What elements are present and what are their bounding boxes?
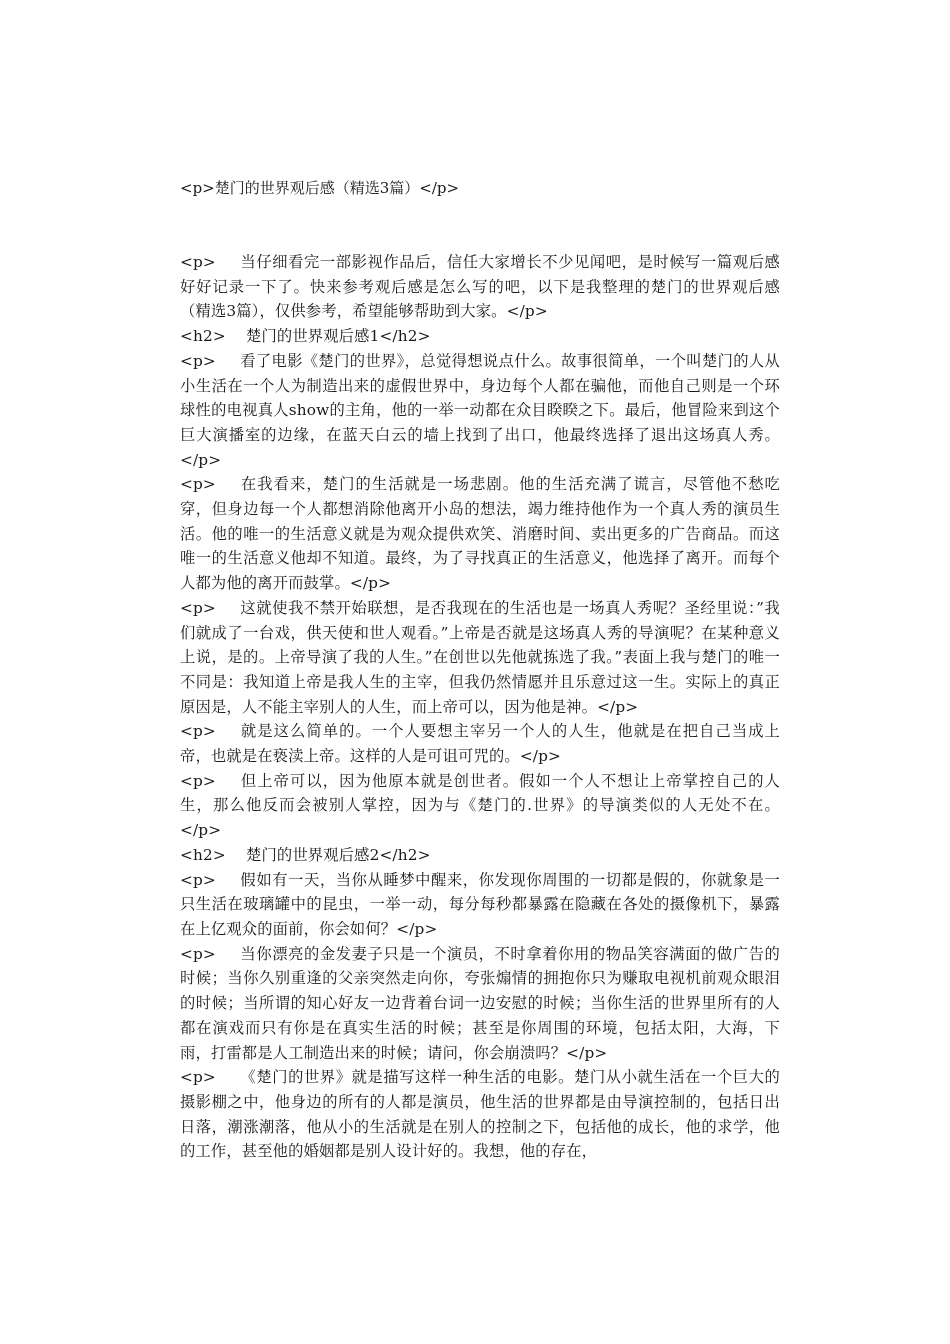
heading-text: 楚门的世界观后感2</h2>	[246, 845, 431, 864]
paragraph-text: 当你漂亮的金发妻子只是一个演员，不时拿着你用的物品笑容满面的做广告的时候；当你久别重逢的父亲突然走向你，夸张煽情的拥抱你只为赚取电视机前观众眼泪的时候；当所谓的知心好友一边背着台词一边安慰的时候；当你生活的世界里所有的人都在演戏而只有你是在真实生活的时候；甚至是你周围的环境，包括太阳，大海，下雨，打雷都是人工制造出来的时候；请问，你会崩溃吗？</p>	[180, 944, 780, 1062]
p-open-tag: <p>	[180, 1068, 216, 1087]
h2-open-tag: <h2>	[180, 327, 226, 346]
paragraph-text: 但上帝可以，因为他原本就是创世者。假如一个人不想让上帝掌控自己的人生，那么他反而会被别人掌控，因为与《楚门的.世界》的导演类似的人无处不在。</p>	[180, 771, 780, 840]
p-open-tag: <p>	[180, 253, 216, 271]
paragraph-text: 就是这么简单的。一个人要想主宰另一个人的人生，他就是在把自己当成上帝，也就是在亵渎上帝。这样的人是可诅可咒的。</p>	[180, 722, 780, 766]
p-open-tag: <p>	[180, 722, 216, 741]
paragraph	[180, 868, 780, 942]
paragraph-text: 假如有一天，当你从睡梦中醒来，你发现你周围的一切都是假的，你就象是一只生活在玻璃罐中的昆虫，一举一动，每分每秒都暴露在隐藏在各处的摄像机下，暴露在上亿观众的面前，你会如何？</p>	[180, 870, 780, 938]
paragraph	[180, 596, 780, 720]
paragraph	[180, 472, 780, 596]
section-heading	[180, 324, 780, 349]
p-open-tag: <p>	[180, 475, 216, 494]
document-body	[180, 250, 780, 1164]
paragraph-text: 这就使我不禁开始联想，是否我现在的生活也是一场真人秀呢？圣经里说：”我们就成了一台戏，供天使和世人观看。”上帝是否就是这场真人秀的导演呢？在某种意义上说，是的。上帝导演了我的人生。”在创世以先他就拣选了我。”表面上我与楚门的唯一不同是：我知道上帝是我人生的主宰，但我仍然情愿并且乐意过这一生。实际上的真正原因是，人不能主宰别人的人生，而上帝可以，因为他是神。</p>	[180, 598, 780, 716]
paragraph	[180, 250, 780, 324]
paragraph-text: 当仔细看完一部影视作品后，信任大家增长不少见闻吧，是时候写一篇观后感好好记录一下了。快来参考观后感是怎么写的吧，以下是我整理的楚门的世界观后感（精选3篇），仅供参考，希望能够帮助到大家。</p>	[180, 253, 780, 321]
p-open-tag: <p>	[180, 870, 216, 889]
heading-text: 楚门的世界观后感1</h2>	[246, 327, 431, 346]
paragraph	[180, 769, 780, 843]
paragraph	[180, 1065, 780, 1164]
document-title-line: <p>楚门的世界观后感（精选3篇）</p>	[180, 179, 460, 197]
paragraph	[180, 349, 780, 473]
paragraph	[180, 719, 780, 768]
p-open-tag: <p>	[180, 944, 216, 963]
paragraph-text: 看了电影《楚门的世界》，总觉得想说点什么。故事很简单，一个叫楚门的人从小生活在一个人为制造出来的虚假世界中，身边每个人都在骗他，而他自己则是一个环球性的电视真人show的主角，他的一举一动都在众目睽睽之下。最后，他冒险来到这个巨大演播室的边缘，在蓝天白云的墙上找到了出口，他最终选择了退出这场真人秀。</p>	[180, 351, 780, 469]
p-open-tag: <p>	[180, 351, 216, 370]
paragraph-text: 《楚门的世界》就是描写这样一种生活的电影。楚门从小就生活在一个巨大的摄影棚之中，他身边的所有的人都是演员，他生活的世界都是由导演控制的，包括日出日落，潮涨潮落，他从小的生活就是在别人的控制之下，包括他的成长，他的求学，他的工作，甚至他的婚姻都是别人设计好的。我想，他的存在，	[180, 1068, 780, 1161]
paragraph	[180, 942, 780, 1066]
p-open-tag: <p>	[180, 771, 216, 790]
section-heading	[180, 843, 780, 868]
paragraph-text: 在我看来，楚门的生活就是一场悲剧。他的生活充满了谎言，尽管他不愁吃穿，但身边每一个人都想消除他离开小岛的想法，竭力维持他作为一个真人秀的演员生活。他的唯一的生活意义就是为观众提供欢笑、消磨时间、卖出更多的广告商品。而这唯一的生活意义他却不知道。最终，为了寻找真正的生活意义，他选择了离开。而每个人都为他的离开而鼓掌。</p>	[180, 475, 780, 593]
h2-open-tag: <h2>	[180, 845, 226, 864]
p-open-tag: <p>	[180, 598, 216, 617]
